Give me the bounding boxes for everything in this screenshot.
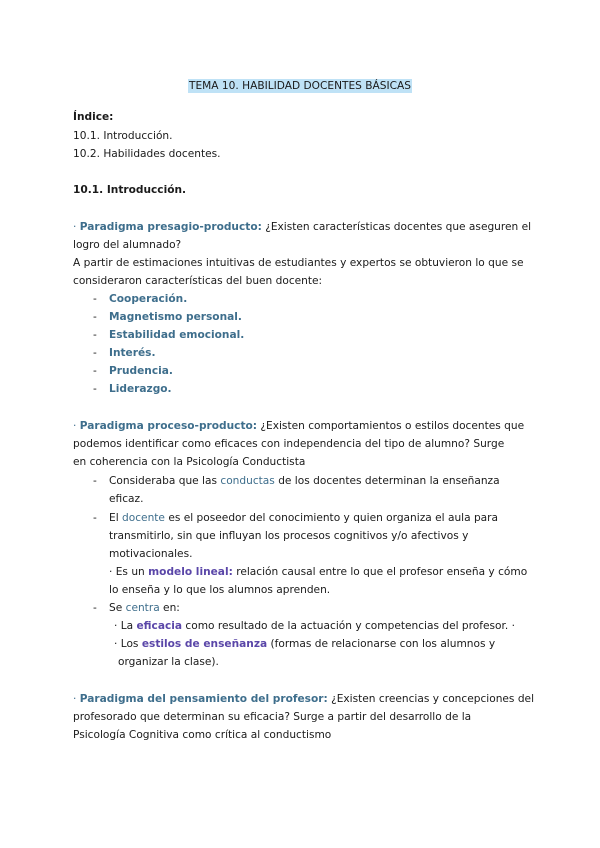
list-dash: -: [93, 475, 97, 487]
text-run: · Es un: [109, 566, 149, 578]
list-dash: -: [93, 293, 97, 305]
document-title: TEMA 10. HABILIDAD DOCENTES BÁSICAS: [188, 80, 411, 92]
text-run: es el poseedor del conocimiento y quien organiza el aula para: [164, 512, 499, 524]
paragraph-line: motivacionales.: [109, 548, 193, 560]
paragraph-line: consideraron características del buen docente:: [73, 275, 323, 287]
list-dash: -: [93, 365, 97, 377]
list-dash: -: [93, 512, 97, 524]
text-run: (formas de relacionarse con los alumnos y: [267, 638, 496, 650]
text-run: relación causal entre lo que el profesor enseña y cómo: [232, 566, 528, 578]
list-dash: -: [93, 311, 97, 323]
keyword-docente: docente: [122, 512, 165, 524]
index-heading: Índice:: [73, 111, 114, 123]
title-container: [0, 74, 600, 93]
trait-item: Magnetismo personal.: [109, 311, 242, 323]
paradigm-label: Paradigma presagio-producto:: [79, 221, 262, 233]
index-item: 10.1. Introducción.: [73, 130, 173, 142]
list-dash: -: [93, 347, 97, 359]
text-run: como resultado de la actuación y competencias del profesor. ·: [182, 620, 515, 632]
list-dash: -: [93, 602, 97, 614]
bullet: ·: [73, 420, 77, 432]
paradigm-proceso-line: [73, 417, 533, 435]
trait-item: Interés.: [109, 347, 156, 359]
paradigm-label: Paradigma proceso-producto:: [79, 420, 258, 432]
text-run: en:: [159, 602, 180, 614]
list-dash: -: [93, 383, 97, 395]
paragraph-line: podemos identificar como eficaces con independencia del tipo de alumno? Surge: [73, 438, 505, 450]
text-run: · La: [114, 620, 137, 632]
keyword-eficacia: eficacia: [136, 620, 183, 632]
section-heading: 10.1. Introducción.: [73, 184, 187, 196]
bullet: ·: [73, 221, 77, 233]
list-item-centra: [109, 599, 569, 617]
estilos-line: [114, 635, 574, 653]
keyword-estilos: estilos de enseñanza: [141, 638, 268, 650]
paragraph-line: A partir de estimaciones intuitivas de estudiantes y expertos se obtuvieron lo que se: [73, 257, 524, 269]
modelo-lineal-line: [109, 563, 569, 581]
eficacia-line: [114, 617, 574, 635]
paragraph-line: logro del alumnado?: [73, 239, 182, 251]
index-item: 10.2. Habilidades docentes.: [73, 148, 221, 160]
text-run: Se: [109, 602, 126, 614]
paragraph-line: Psicología Cognitiva como crítica al conductismo: [73, 729, 332, 741]
trait-item: Liderazgo.: [109, 383, 172, 395]
trait-item: Cooperación.: [109, 293, 188, 305]
paragraph-line: lo enseña y lo que los alumnos aprenden.: [109, 584, 331, 596]
trait-item: Prudencia.: [109, 365, 173, 377]
list-item-docente: [109, 509, 569, 527]
keyword-conductas: conductas: [220, 475, 275, 487]
paradigm-label: Paradigma del pensamiento del profesor:: [79, 693, 328, 705]
text-run: de los docentes determinan la enseñanza: [274, 475, 500, 487]
paragraph-line: transmitirlo, sin que influyan los procesos cognitivos y/o afectivos y: [109, 530, 469, 542]
paragraph-line: en coherencia con la Psicología Conductista: [73, 456, 306, 468]
paragraph-line: eficaz.: [109, 493, 144, 505]
trait-item: Estabilidad emocional.: [109, 329, 245, 341]
text-run: El: [109, 512, 123, 524]
bullet: ·: [73, 693, 77, 705]
paragraph-line: profesorado que determinan su eficacia? Surge a partir del desarrollo de la: [73, 711, 472, 723]
text-run: · Los: [114, 638, 142, 650]
list-dash: -: [93, 329, 97, 341]
paradigm-question: ¿Existen características docentes que aseguren el: [261, 221, 532, 233]
paradigm-question: ¿Existen creencias y concepciones del: [327, 693, 535, 705]
keyword-modelo-lineal: modelo lineal:: [148, 566, 233, 578]
text-run: Consideraba que las: [109, 475, 221, 487]
paradigm-pensamiento-line: [73, 690, 533, 708]
paradigm-question: ¿Existen comportamientos o estilos docentes que: [257, 420, 525, 432]
paragraph-line: organizar la clase).: [118, 656, 219, 668]
list-item-conductas: [109, 472, 569, 490]
paradigm-presagio-line: [73, 218, 533, 236]
keyword-centra: centra: [125, 602, 160, 614]
